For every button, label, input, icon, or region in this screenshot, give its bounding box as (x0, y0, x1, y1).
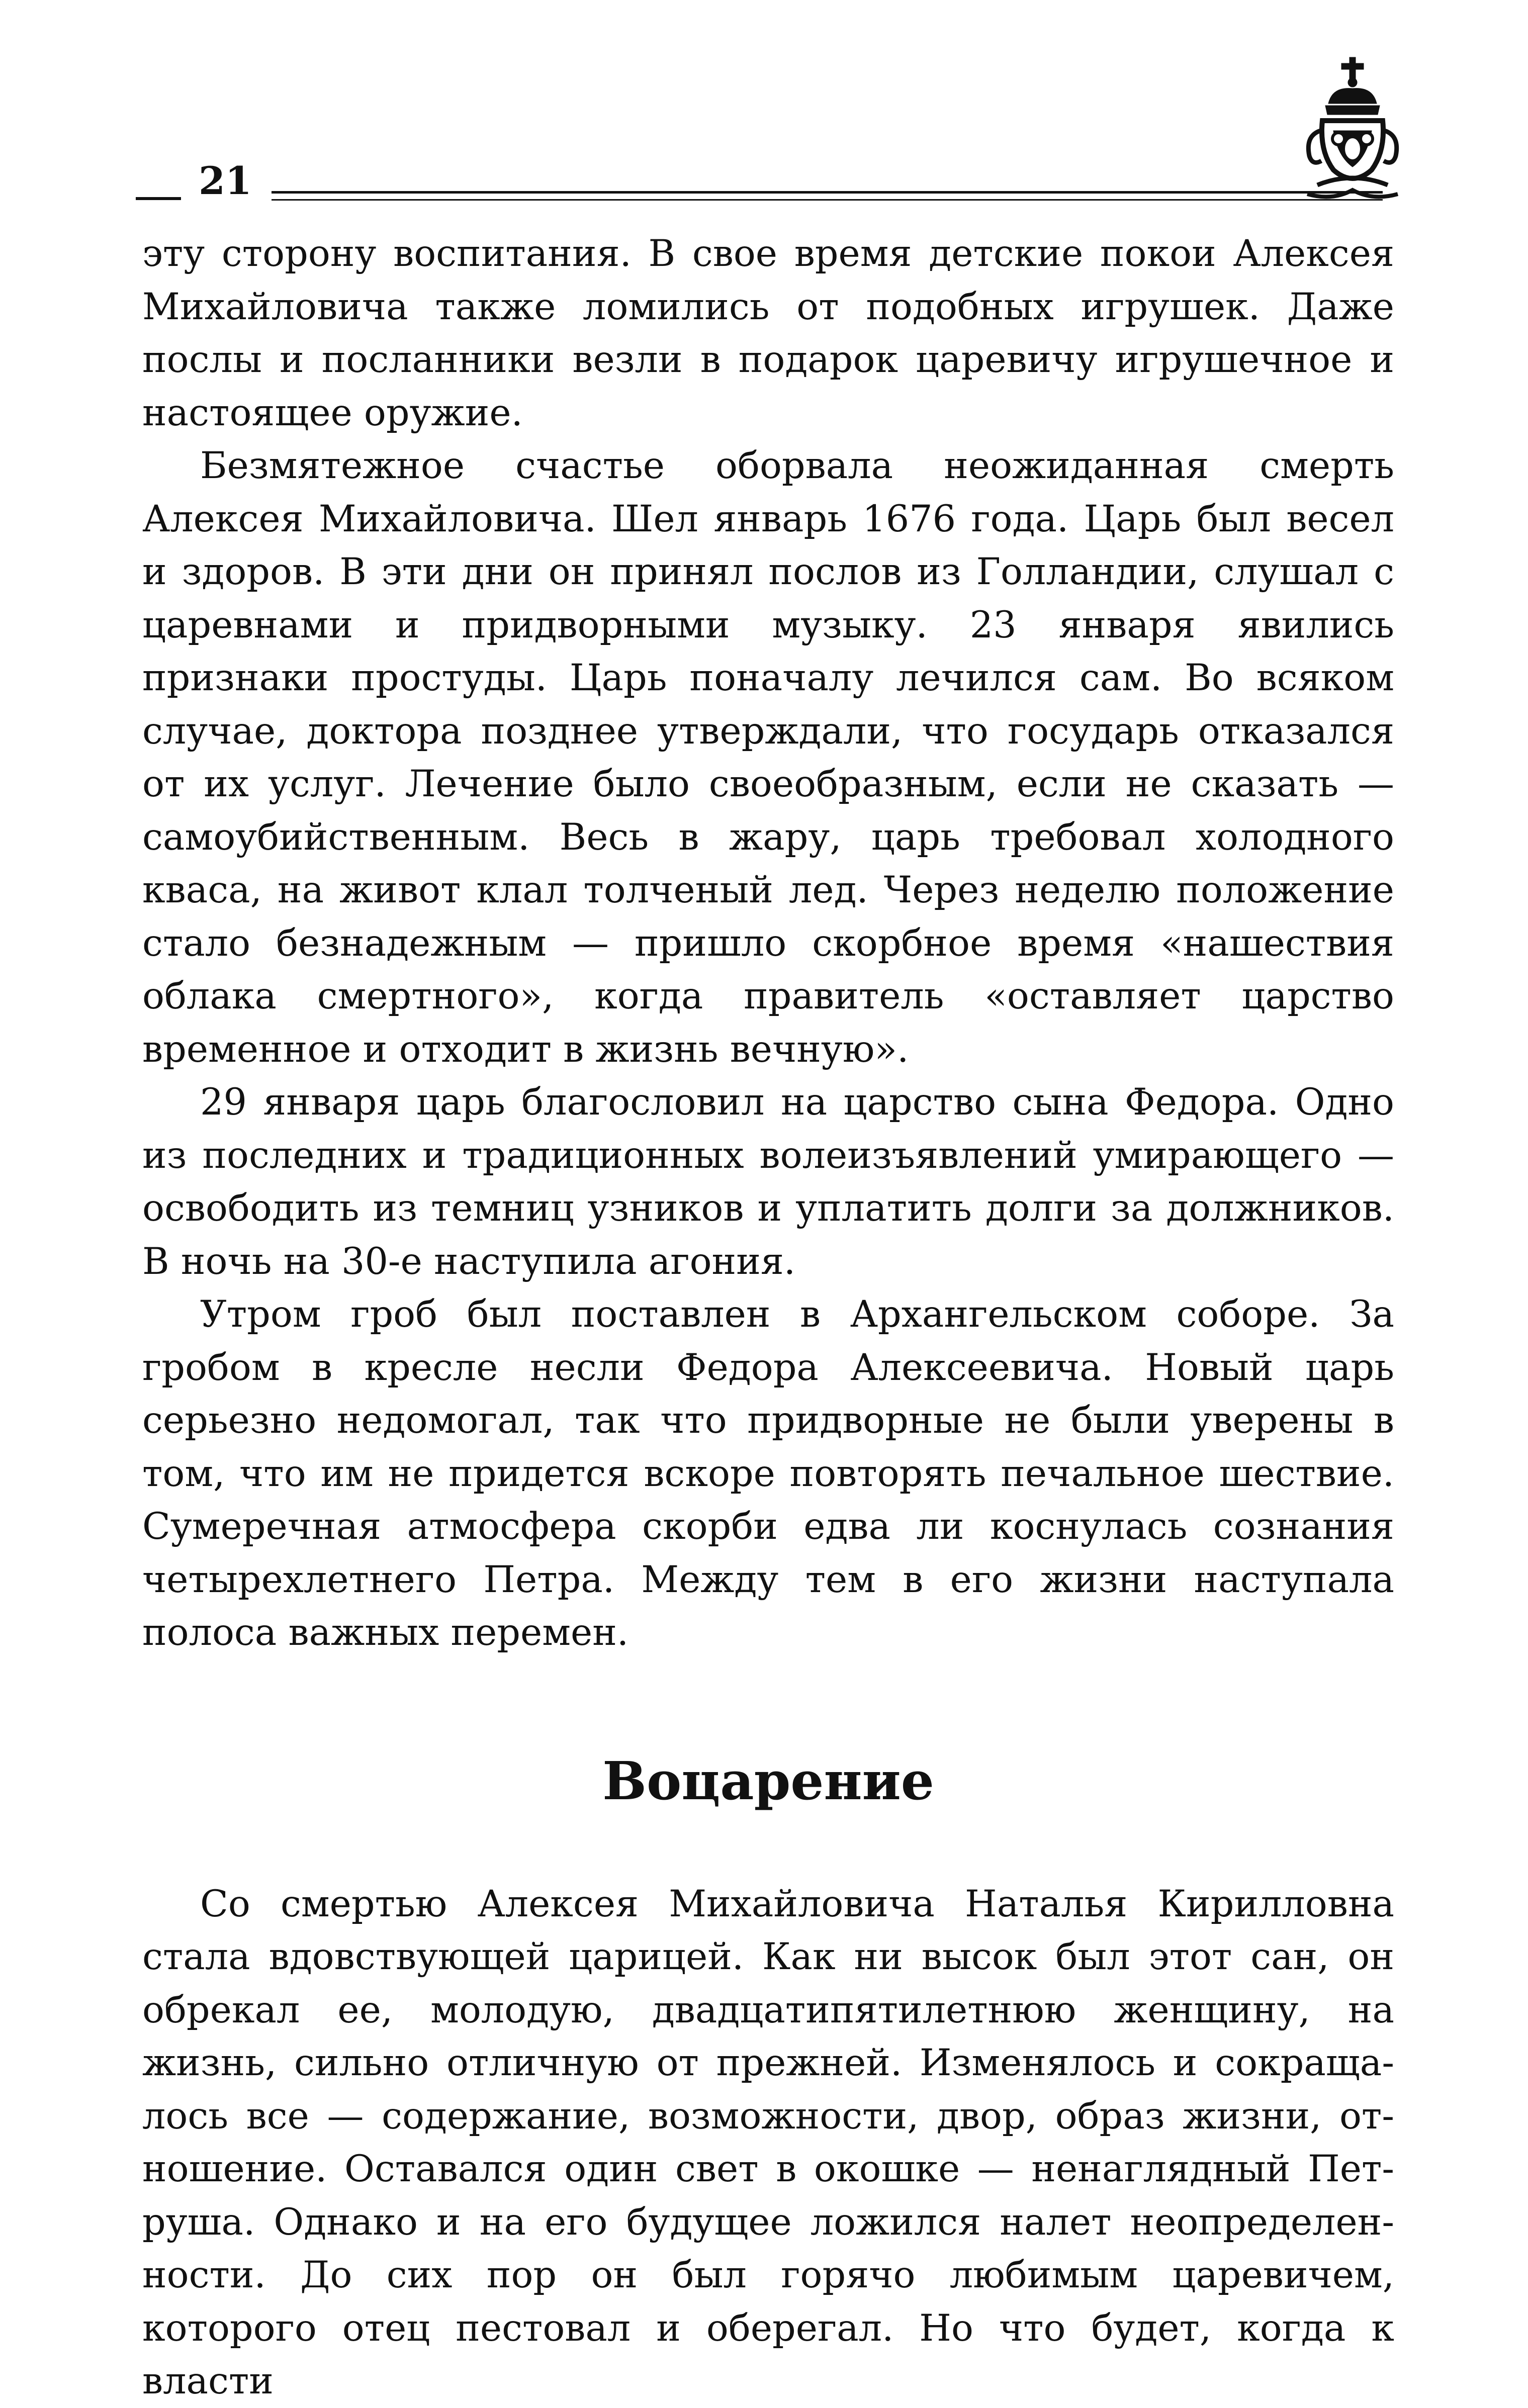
section-spacer (142, 1659, 1394, 1746)
section-spacer (142, 1816, 1394, 1878)
running-header (136, 151, 1403, 211)
paragraph: Утром гроб был поставлен в Архангельском соборе. За гробом в кресле несли Федора Алексеевича. Новый царь серьезно недомогал, так что придворные не были уверены в том, что им не придется вскоре повторять печальное шествие. Сумеречная атмосфера скорби едва ли коснулась сознания четырехлетнего Петра. Между тем в его жизни наступала полоса важных перемен. (142, 1293, 1394, 1654)
paragraph: Безмятежное счастье оборвала неожиданная смерть Алексея Михайловича. Шел январь 1676 года. Царь был весел и здоров. В эти дни он принял послов из Голландии, слушал с царевнами и придворными музыку. 23 января явились признаки простуды. Царь поначалу лечился сам. Во всяком случае, доктора позднее утверждали, что государь отказался от их услуг. Лечение было своеобразным, если не сказать — самоубийственным. Весь в жару, царь требовал холодного кваса, на живот клал толченый лед. Через неделю положение стало безнадежным — пришло скорбное время «нашествия облака смертного», когда правитель «оставляет царство временное и отходит в жизнь вечную». (142, 444, 1394, 1071)
ornament-emblem-icon (1302, 55, 1403, 206)
header-rule-thin (272, 199, 1383, 201)
header-left-rule (136, 197, 181, 200)
page-number: 21 (199, 158, 252, 203)
header-rule (272, 191, 1383, 194)
paragraph: эту сторону воспитания. В свое время детские покои Алексея Михайловича также ломились от подобных игрушек. Даже послы и посланники везли в подарок царевичу игрушечное и настоящее оружие. (142, 232, 1394, 434)
section-title: Воцарение (602, 1749, 934, 1812)
page-body (142, 227, 1394, 2408)
paragraph: Со смертью Алексея Михайловича Наталья Кирилловна стала вдовствующей царицей. Как ни высок был этот сан, он обрекал ее, молодую, двадцатипятилетнюю женщину, на жизнь, сильно отличную от прежней. Изменялось и сокращалось все — содержание, возможности, двор, образ жизни, отношение. Оставался один свет в окошке — ненаглядный Петруша. Однако и на его будущее ложился налет неопределенности. До сих пор он был горячо любимым царевичем, которого отец пестовал и оберегал. Но что будет, когда к власти (142, 1882, 1394, 2402)
paragraph: 29 января царь благословил на царство сына Федора. Одно из последних и традиционных волеизъявлений умирающего — освободить из темниц узников и уплатить долги за должников. В ночь на 30-е наступила агония. (142, 1081, 1394, 1283)
